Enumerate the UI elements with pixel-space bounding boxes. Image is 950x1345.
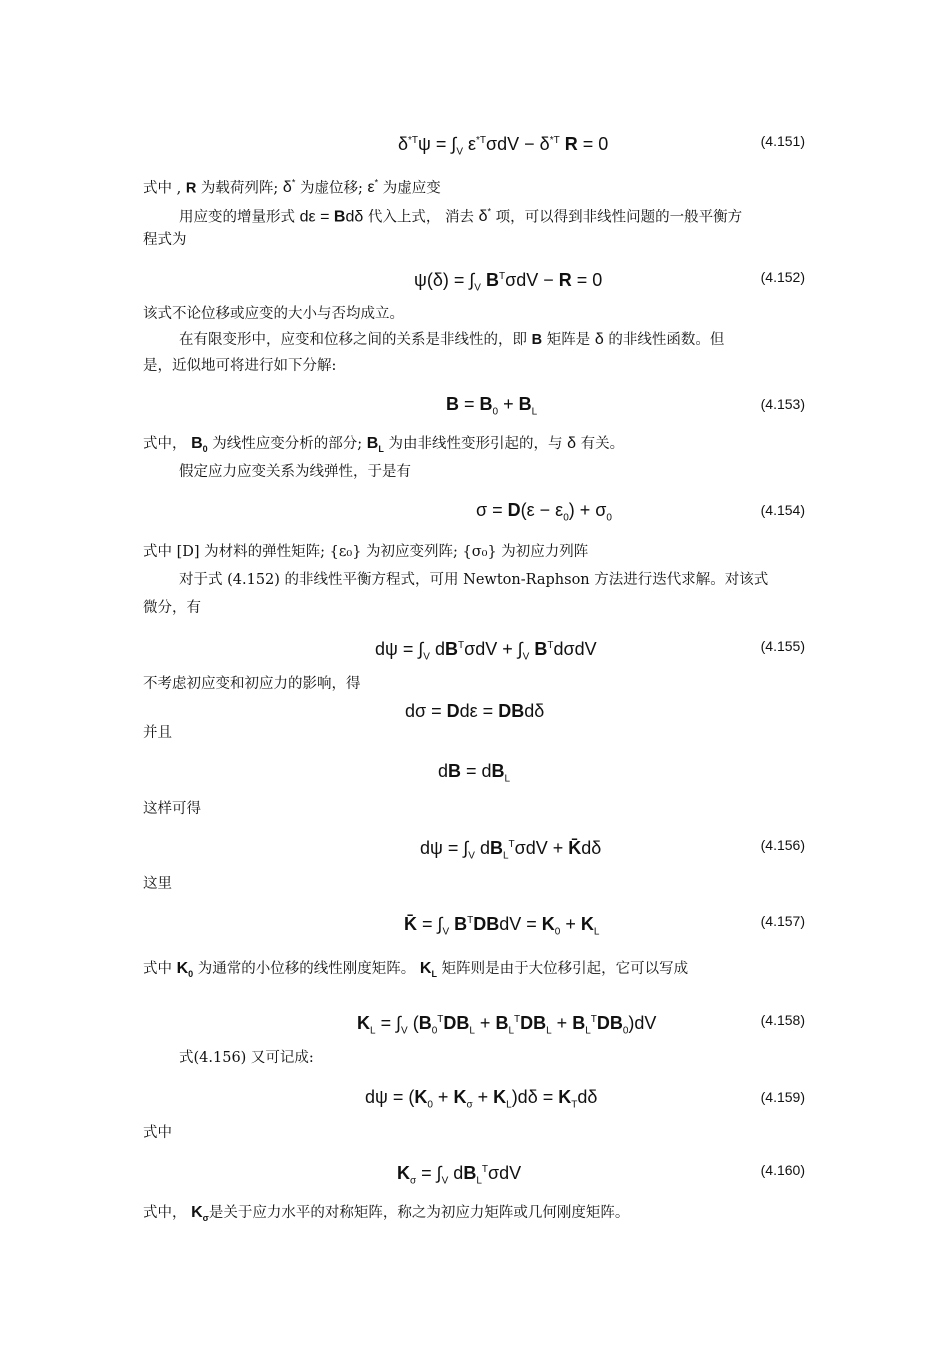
text-span: 代入上式， 消去 [363,209,479,226]
text-span: 式中， [143,436,192,452]
paragraph [143,956,800,987]
equation-4-155 [143,631,805,661]
equation-body: dσ = Ddε = DBdδ [405,701,545,721]
equation-4-160 [143,1155,805,1185]
paragraph: 对于式 (4.152) 的非线性平衡方程式，可用 Newton-Raphson 方法进行迭代求解。对该式 [179,572,769,588]
equation-number: (4.152) [760,269,805,285]
equation-4-157 [143,906,805,936]
paragraph [143,327,800,353]
text-span: 为虚应变 [378,180,441,197]
equation-4-153 [143,389,805,419]
equation-body: $d\psi = \int_V$ $dB_L^T\sigma dV$ + K̄dδ [420,838,602,862]
equation-number: (4.159) [760,1089,805,1105]
text-span: 矩阵则是由于大位移引起，它可以写成 [436,961,689,977]
equation-4-159 [143,1082,805,1112]
equation-4-151 [143,126,805,156]
paragraph [143,1200,800,1231]
text-span: 项，可以得到非线性问题的一般平衡方 [491,209,743,226]
equation-body: $\psi(\delta) = \int_V$ $B^T\sigma dV - R = 0$ [414,270,603,294]
text-span: 为虚位移; [295,180,368,197]
equation-body: $K_\sigma = \int_V$ $dB_L^T\sigma dV$ [397,1163,522,1187]
paragraph [143,170,800,201]
equation-number: (4.157) [760,913,805,929]
equation-number: (4.151) [760,133,805,149]
equation-body: $\delta^{*T}\psi = \int_V$ $\varepsilon^{*T}\sigma dV - \delta^{*T}$ R = 0 [398,134,609,158]
paragraph: 式中 [D] 为材料的弹性矩阵; {ε₀} 为初应变列阵; {σ₀} 为初应力列阵 [143,544,589,560]
equation-body: $B = B_0 + B_L$ [446,394,538,418]
paragraph: 式中 [143,1125,172,1141]
equation-body: $d\psi = (K_0 + K_\sigma + K_L)d\delta = K_Td\delta$ [365,1087,598,1111]
equation-body: dB = $dB_L$ [438,761,511,785]
equation-number: (4.158) [760,1012,805,1028]
symbol-K0: $K_0$ [176,960,194,980]
symbol-KL: $K_L$ [419,960,437,980]
equation-number: (4.153) [760,396,805,412]
paragraph: 假定应力应变关系为线弹性，于是有 [179,464,411,480]
equation-4-152 [143,262,805,292]
symbol-B0: $B_0$ [191,435,208,455]
equation-number: (4.160) [760,1162,805,1178]
text-span: 为载荷列阵; [196,180,283,197]
equation-body: $K_L = \int_V$ $(B_0^TDB_L + B_L^TDB_L + B_L^TDB_0)dV$ [357,1013,657,1037]
text-span: 有关。 [575,436,625,452]
equation-4-158 [143,1005,805,1035]
paragraph [143,199,800,230]
paragraph: 程式为 [143,232,187,248]
equation-body: $\sigma = D(\varepsilon - \varepsilon_0) + \sigma_0$ [476,500,612,524]
symbol-R: R [185,180,197,197]
symbol-epsilon-star: ε* [367,178,379,197]
text-span: 式中， [143,1205,192,1221]
equation-number: (4.154) [760,502,805,518]
paragraph: 式(4.156) 又可记成: [179,1050,314,1066]
text-span: 为线性应变分析的部分; [207,436,367,452]
text-span: 式中 [143,961,177,977]
equation-body: K̄ = $\int_V$ $B^TDBdV = K_0 + K_L$ [404,914,600,938]
equation-dB [143,756,805,786]
text-span: 为通常的小位移的线性刚度矩阵。 [193,961,420,977]
symbol-delta-star: δ* [478,207,491,226]
text-span: 用应变的增量形式 [179,209,300,226]
paragraph: 该式不论位移或应变的大小与否均成立。 [143,306,404,322]
symbol-delta-star: δ* [282,178,296,197]
equation-4-154 [143,495,805,525]
paragraph: 并且 [143,725,172,741]
symbol-B: B [531,332,543,348]
text-span: 式中 , [143,180,186,197]
text-span: 为由非线性变形引起的，与 [383,436,568,452]
paragraph: 不考虑初应变和初应力的影响，得 [143,676,361,692]
text-span: 的非线性函数。但 [603,332,725,348]
paragraph: 这样可得 [143,801,201,817]
symbol-delta: δ [594,331,604,348]
text-span: 是关于应力水平的对称矩阵，称之为初应力矩阵或几何刚度矩阵。 [208,1205,630,1221]
text-span: 矩阵是 [542,332,595,348]
symbol-delta: δ [567,435,576,452]
equation-number: (4.156) [760,837,805,853]
symbol-BL: $B_L$ [366,435,384,455]
paragraph: 这里 [143,876,172,892]
paragraph [143,431,800,462]
paragraph: 微分，有 [143,600,201,616]
paragraph: 是，近似地可将进行如下分解: [143,358,337,374]
equation-number: (4.155) [760,638,805,654]
text-span: 在有限变形中，应变和位移之间的关系是非线性的，即 [179,332,532,348]
equation-4-156 [143,830,805,860]
symbol-K-sigma: $K_\sigma$ [191,1204,209,1224]
equation-body: $d\psi = \int_V$ $dB^T\sigma dV + \int_V$ $B^Td\sigma dV$ [375,639,597,663]
inline-equation: dε = Bdδ [299,208,364,226]
